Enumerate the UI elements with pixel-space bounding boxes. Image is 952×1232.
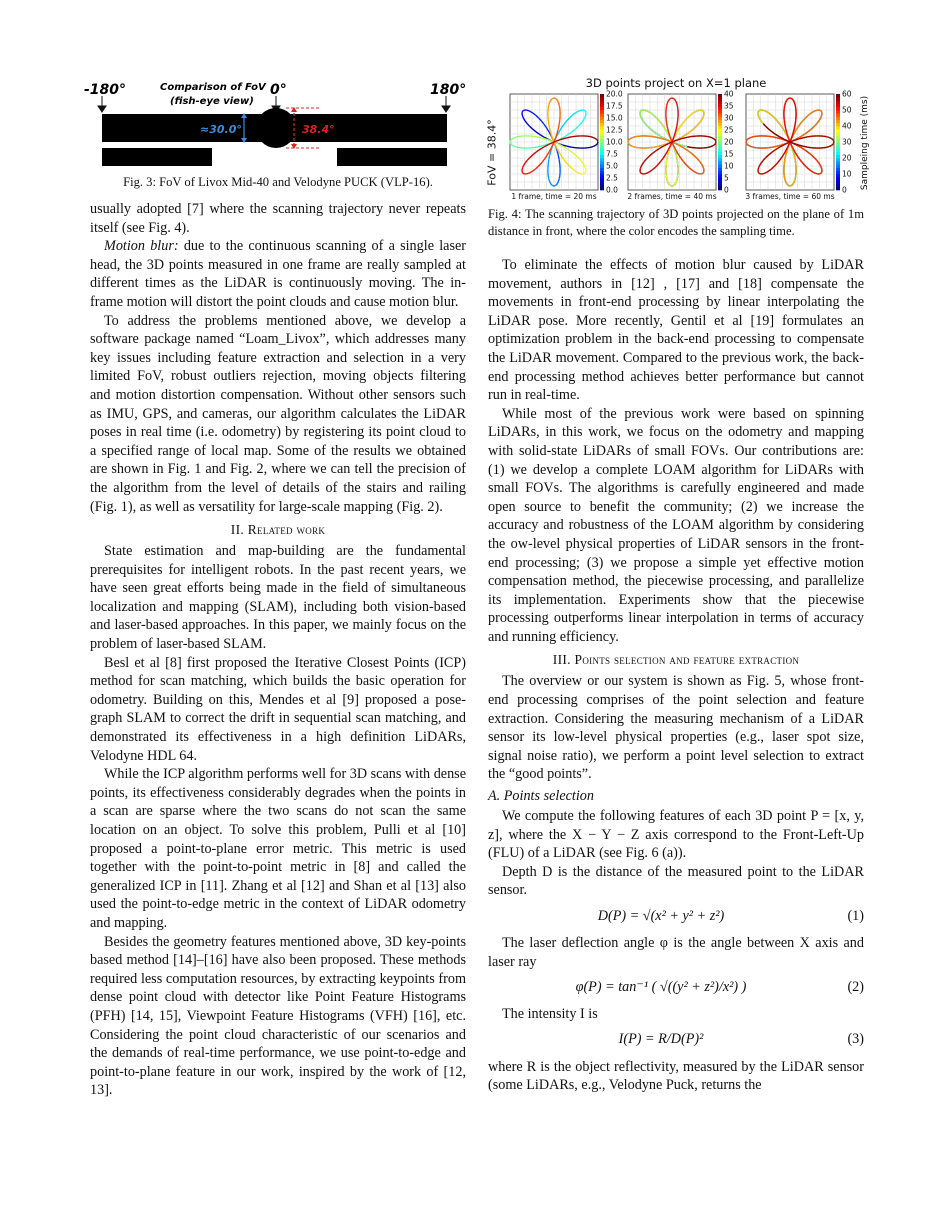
right-body — [488, 256, 864, 1095]
equation-1 — [488, 904, 864, 928]
motion-blur-lead: Motion blur: — [104, 238, 179, 255]
fig4-colorbar-tick: 5 — [724, 173, 729, 183]
fig3-angle-livox: ≈30.0° — [200, 123, 242, 136]
fig4-colorbar-tick: 15.0 — [606, 113, 623, 123]
fig4-panels — [485, 89, 864, 210]
fig3-title-line1: Comparison of FoV — [160, 82, 266, 93]
fig3-angle-velodyne: 38.4° — [302, 123, 335, 136]
fig4-colorbar-tick: 10.0 — [606, 137, 623, 147]
subsection-a: A. Points selection — [488, 788, 594, 805]
fig3-title-line2: (fish-eye view) — [170, 96, 254, 107]
left-paragraph-7: Besides the geometry features mentioned above, 3D key-points based method [14]–[16] have also been proposed. These methods required less computation resources, by extracting keypoints from dense point cloud with detector like Point Feature Histograms (PFH) [14, 15], Viewpoint Feature Histograms (VFH) [16], etc. Considering the point cloud characteristic of our scenarios and the demands of real-time performance, we use point-to-edge and point-to-plane feature in our work, inspired by the work of [12, 13]. — [90, 933, 466, 1099]
fig4-colorbar-tick: 40 — [724, 89, 734, 99]
fig3-lower-bar-right — [337, 148, 447, 166]
fig4-panel-label: 3 frames, time = 60 ms — [745, 192, 835, 201]
eq2-body: φ(P) = tan⁻¹ ( √((y² + z²)/x²) ) — [575, 978, 747, 995]
fig4-colorbar-tick: 0 — [724, 185, 729, 195]
fig3-caption: Fig. 3: FoV of Livox Mid-40 and Velodyne PUCK (VLP-16). — [123, 175, 433, 189]
fig4-colorbar-tick: 12.5 — [606, 125, 623, 135]
fig4-colorbar-tick: 30 — [724, 113, 734, 123]
equation-3 — [488, 1028, 864, 1052]
left-paragraph-3: To address the problems mentioned above, we develop a software package named “Loam_Livox”, which addresses many key issues including feature extraction and selection in a very limited FoV, robust outliers rejection, moving objects filtering and motion distortion compensation. Without other sensors such as IMU, GPS, and cameras, our algorithm calculates the LiDAR poses in real time (i.e. odometry) by registering its point cloud to a specified range of local map. Some of the results we obtained are shown in Fig. 1 and Fig. 2, where we can tell the precision of the algorithm from the level of details of the stairs and railing (Fig. 1), as well as versatility for large-scale mapping (Fig. 2). — [90, 312, 466, 515]
fig4-colorbar-tick: 35 — [724, 101, 734, 111]
fig4-colorbar-tick: 40 — [842, 121, 852, 131]
fig4-colorbar-tick: 50 — [842, 105, 852, 115]
section-heading-3: III. Points selection and feature extraction — [552, 652, 800, 668]
fig4-colorbar-tick: 2.5 — [606, 173, 618, 183]
fig3-lower-bar-left — [102, 148, 212, 166]
fig3-label-minus180: -180° — [84, 82, 127, 98]
eq3-number: (3) — [847, 1031, 864, 1048]
fig4-colorbar-tick: 25 — [724, 125, 734, 135]
right-paragraph-7: The intensity I is — [502, 1006, 598, 1023]
left-paragraph-4: State estimation and map-building are the fundamental prerequisites for intelligent robots. In the past recent years, we have seen great efforts being made in the field of simultaneous localization and mapping (SLAM), including both vision-based and laser-based approaches. In this paper, we mainly focus on the problem of laser-based SLAM. — [90, 543, 466, 653]
figure-4 — [485, 76, 870, 206]
fig4-colorbar-tick: 0 — [842, 185, 847, 195]
motion-blur-text: due to the continuous scanning of a single laser head, the 3D points measured in one frame are really sampled at different times as the LiDAR is continuously moving. The in-frame motion will distort the point clouds and cause motion blur. — [90, 238, 466, 310]
fig4-colorbar-tick: 30 — [842, 137, 852, 147]
right-paragraph-4: We compute the following features of each 3D point P = [x, y, z], where the X − Y − Z axis correspond to the Front-Left-Up (FLU) of a LiDAR (see Fig. 6 (a)). — [488, 808, 864, 862]
equation-2 — [488, 975, 864, 999]
fig4-panel-1 — [510, 90, 623, 202]
right-paragraph-8: where R is the object reflectivity, measured by the LiDAR sensor (some LiDARs, e.g., Velodyne Puck, returns the — [488, 1058, 864, 1094]
left-body — [90, 200, 466, 1100]
fig4-colorbar-tick: 15 — [724, 149, 734, 159]
fig4-panel-label: 2 frames, time = 40 ms — [627, 192, 717, 201]
fig4-ylabel: FoV = 38.4° — [485, 119, 499, 186]
right-paragraph-5: Depth D is the distance of the measured point to the LiDAR sensor. — [488, 863, 864, 899]
fig3-label-0: 0° — [270, 82, 287, 98]
fig4-colorbar-tick: 20.0 — [606, 89, 623, 99]
eq1-number: (1) — [847, 907, 864, 924]
section-heading-2: II. Related work — [230, 522, 326, 538]
fig4-colorbar-tick: 10 — [842, 169, 852, 179]
fig3-label-180: 180° — [430, 82, 467, 98]
fig4-panel-3 — [745, 90, 851, 202]
right-paragraph-1: To eliminate the effects of motion blur caused by LiDAR movement, authors in [12] , [17] and [18] compensate the movements in front-end processing by linear interpolating the LiDAR pose. More recently, Gentil et al [19] formulates an optimization problem in the back-end processing to compensate the LiDAR movement. Compared to the previous work, the back-end processing method achieves better performance but cannot run in real-time. — [488, 257, 864, 404]
left-paragraph-1: usually adopted [7] where the scanning trajectory never repeats itself (see Fig. 4). — [90, 201, 466, 236]
fig4-colorbar-tick: 10 — [724, 161, 734, 171]
fig4-colorbar-tick: 60 — [842, 89, 852, 99]
left-paragraph-6: While the ICP algorithm performs well for 3D scans with dense points, its effectiveness considerably degrades when the points in a scan are sparse where the two scans do not scan the same location on an object. To solve this problem, Pulli et al [10] proposed a point-to-plane error metric. This metric is used together with the point-to-point metric in [8] and called the generalized ICP in [11]. Zhang et al [12] and Shan et al [13] also used the point-to-edge metric in the context of LiDAR odometry and mapping. — [90, 766, 466, 931]
left-paragraph-2 — [90, 237, 466, 311]
right-paragraph-6: The laser deflection angle φ is the angle between X axis and laser ray — [488, 935, 864, 970]
eq2-number: (2) — [847, 978, 864, 995]
fig4-colorbar-tick: 17.5 — [606, 101, 623, 111]
eq1-body: D(P) = √(x² + y² + z²) — [597, 907, 725, 924]
right-paragraph-3: The overview or our system is shown as Fig. 5, whose front-end processing comprises of the point selection and feature extraction. Considering the measuring mechanism of a LiDAR sensor its low-level physical properties (e.g., laser spot size, signal noise ratio), we perform a point level selection to extract the “good points”. — [488, 673, 864, 783]
fig4-panel-2 — [627, 90, 733, 202]
fig4-caption: Fig. 4: The scanning trajectory of 3D points projected on the plane of 1m distance in front, where the color encodes the sampling time. — [488, 207, 864, 238]
fig4-panel-label: 1 frame, time = 20 ms — [511, 192, 597, 201]
fig4-colorbar-tick: 5.0 — [606, 161, 618, 171]
fig4-title: 3D points project on X=1 plane — [585, 76, 767, 90]
fig4-colorbar-label: Sampleing time (ms) — [860, 95, 870, 191]
right-paragraph-2: While most of the previous work were based on spinning LiDARs, in this work, we focus on the odometry and mapping with solid-state LiDARs of small FOVs. Our contributions are: (1) we develop a complete LOAM algorithm for LiDARs with small FOVs. The algorithms is carefully engineered and made open source to benefit the community; (2) we increase the accuracy and robustness of the LOAM algorithm by considering the ow-level physical properties of LiDAR sensors in the front-end processing; (3) we propose a simple yet effective motion compensation method, the piecewise processing, and parallelize its implementation. Experiments show that the piecewise processing outperforms linear interpolation in terms of accuracy and running efficiency. — [488, 405, 864, 645]
fig4-colorbar-tick: 7.5 — [606, 149, 618, 159]
fig4-colorbar-tick: 20 — [842, 153, 852, 163]
fig3-velodyne-blob — [256, 108, 296, 148]
left-paragraph-5: Besl et al [8] first proposed the Iterative Closest Points (ICP) method for scan matching, which builds the basic operation for odometry. Building on this, Mendes et al [9] proposed a pose-graph SLAM to correct the drift in sequential scan matching, and demonstrated its effectiveness in a high definition LiDARs, Velodyne HDL 64. — [90, 654, 466, 764]
eq3-body: I(P) = R/D(P)² — [618, 1031, 704, 1048]
fig4-colorbar-tick: 20 — [724, 137, 734, 147]
fig4-colorbar-tick: 0.0 — [606, 185, 618, 195]
